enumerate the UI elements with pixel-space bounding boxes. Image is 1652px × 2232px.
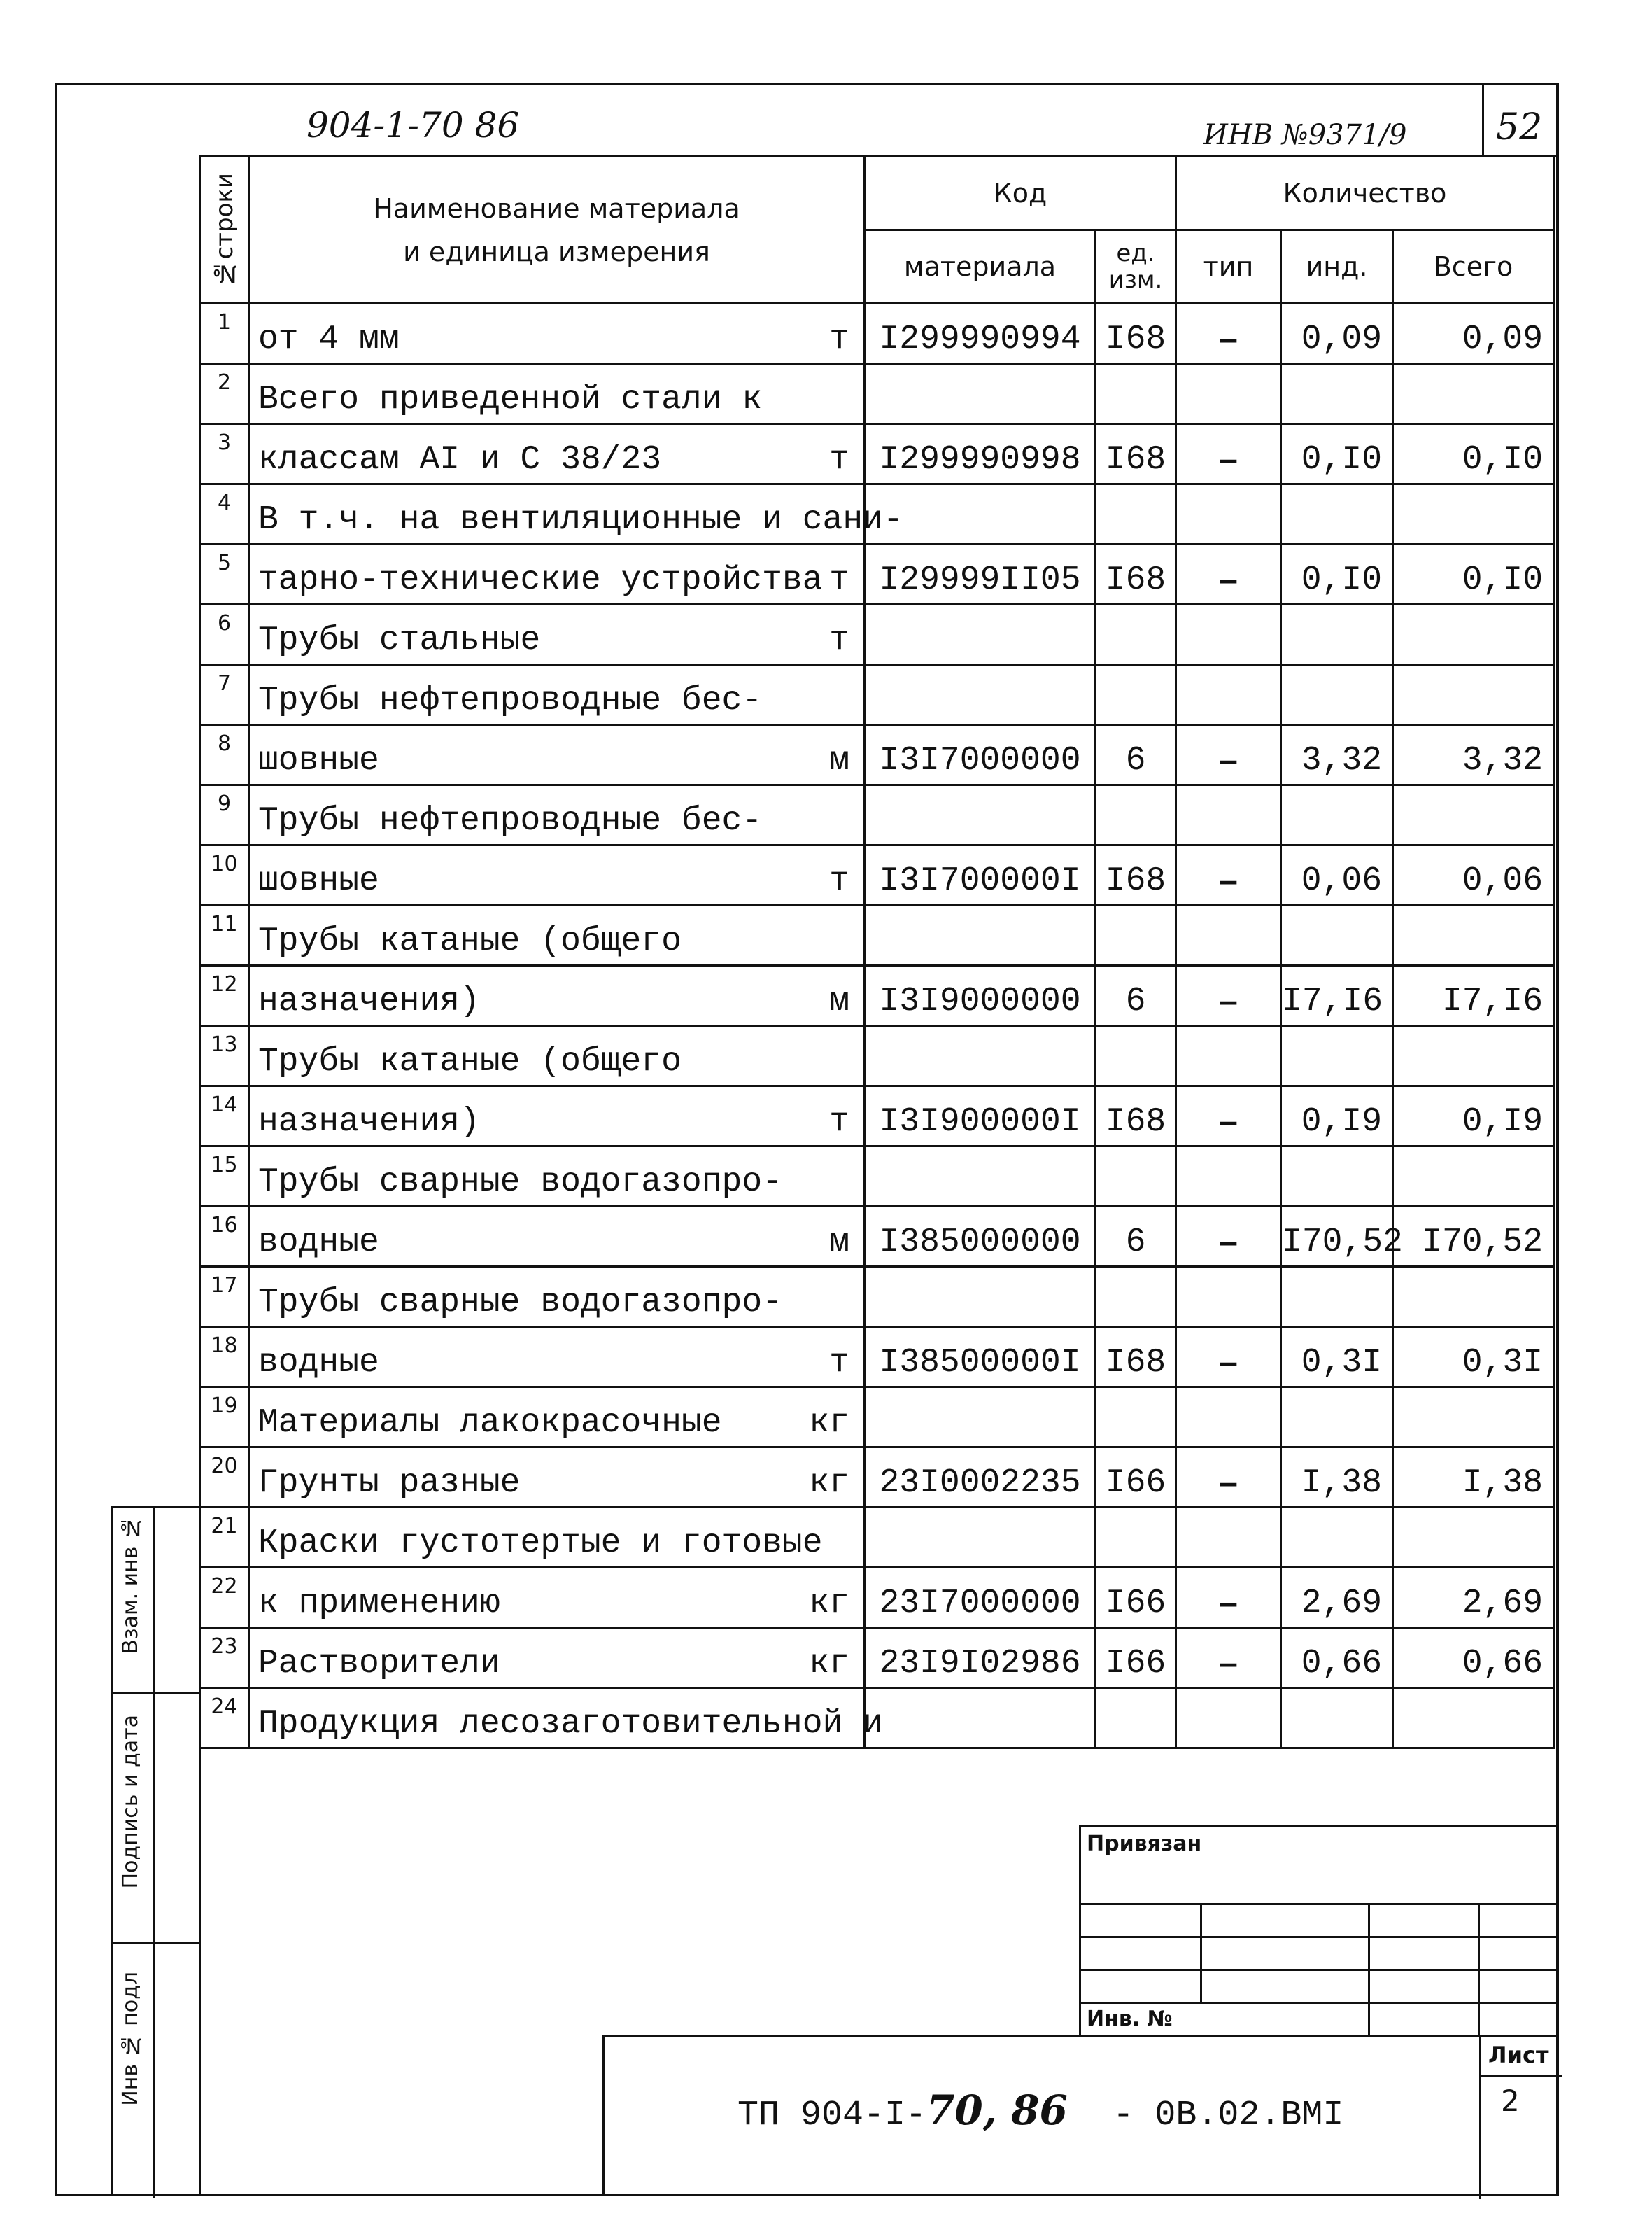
material-unit: т [829,561,849,599]
quantity-type [1176,484,1281,545]
material-unit: кг [809,1585,849,1622]
unit-code [1096,1267,1176,1327]
material-name-cell [249,1387,865,1447]
quantity-ind [1281,1026,1393,1086]
quantity-total [1393,1508,1554,1568]
table-row [200,304,1554,364]
material-name-cell [249,1628,865,1688]
privyazan-grid-row [1200,1936,1370,1971]
unit-code: I66 [1096,1628,1176,1688]
quantity-ind: I70,52 [1281,1207,1393,1267]
material-name-cell [249,1267,865,1327]
quantity-ind: 3,32 [1281,725,1393,785]
material-code: I3I900000I [865,1086,1096,1146]
material-name: Трубы катаные (общего [258,1043,682,1081]
material-code: I3I9000000 [865,966,1096,1026]
side-stamp-inner-rule [153,1944,155,2198]
quantity-total: I7,I6 [1393,966,1554,1026]
quantity-ind: 2,69 [1281,1568,1393,1628]
table-row [200,1447,1554,1508]
quantity-type: – [1176,966,1281,1026]
quantity-type [1176,1387,1281,1447]
material-name: Трубы катаные (общего [258,922,682,960]
column-header-ind: инд. [1281,230,1393,304]
quantity-ind [1281,1146,1393,1207]
row-number: 2 [200,364,249,424]
material-code: I38500000I [865,1327,1096,1387]
material-name: В т.ч. на вентиляционные и сани- [258,501,903,539]
quantity-total [1393,1387,1554,1447]
privyazan-grid-row [1368,1969,1480,2004]
row-number: 15 [200,1146,249,1207]
material-name: шовные [258,862,379,900]
privyazan-grid-row [1478,1936,1559,1971]
material-unit: м [829,983,849,1020]
quantity-total: 0,I9 [1393,1086,1554,1146]
material-name-cell [249,605,865,665]
quantity-total: 0,I0 [1393,424,1554,484]
quantity-type: – [1176,1628,1281,1688]
material-code [865,1688,1096,1748]
quantity-ind: 0,06 [1281,845,1393,906]
column-header-row-no [200,157,249,304]
material-code [865,1146,1096,1207]
material-unit: кг [809,1464,849,1502]
quantity-total [1393,1026,1554,1086]
quantity-type [1176,605,1281,665]
unit-code [1096,1387,1176,1447]
privyazan-grid-row [1079,1903,1202,1938]
material-code: 23I0002235 [865,1447,1096,1508]
material-name-cell [249,906,865,966]
unit-code [1096,605,1176,665]
quantity-type: – [1176,545,1281,605]
quantity-ind [1281,1508,1393,1568]
unit-code [1096,1508,1176,1568]
quantity-total: 0,09 [1393,304,1554,364]
column-header-type: тип [1176,230,1281,304]
sheet-number-cell [1479,2075,1562,2199]
material-name: к применению [258,1585,500,1622]
unit-code: I68 [1096,545,1176,605]
material-name-cell [249,484,903,545]
table-row [200,1086,1554,1146]
table-row [200,966,1554,1026]
material-name: Трубы сварные водогазопро- [258,1284,782,1321]
quantity-total [1393,785,1554,845]
unit-code [1096,1026,1176,1086]
quantity-total [1393,605,1554,665]
material-unit: т [829,441,849,479]
row-number: 9 [200,785,249,845]
sheet-label-cell [1479,2035,1562,2077]
material-name-cell [249,364,865,424]
row-number: 10 [200,845,249,906]
material-name-cell [249,1508,865,1568]
material-code [865,605,1096,665]
column-header-total: Всего [1393,230,1554,304]
material-name: водные [258,1344,379,1382]
row-number: 23 [200,1628,249,1688]
privyazan-grid-row [1200,1969,1370,2004]
quantity-total: 0,I0 [1393,545,1554,605]
material-name-cell [249,1568,865,1628]
material-code [865,1267,1096,1327]
table-row [200,545,1554,605]
quantity-total: 0,3I [1393,1327,1554,1387]
unit-code: I68 [1096,1086,1176,1146]
material-code [865,665,1096,725]
inv-no-value-cell [1368,2002,1480,2037]
quantity-ind: 0,I0 [1281,545,1393,605]
material-name: водные [258,1223,379,1261]
quantity-total [1393,484,1554,545]
row-number: 3 [200,424,249,484]
row-number: 4 [200,484,249,545]
quantity-type: – [1176,845,1281,906]
quantity-type [1176,1688,1281,1748]
doc-code-suffix: - 0В.02.ВМI [1113,2096,1344,2135]
inv-no-value-cell [1478,2002,1559,2037]
side-stamp-inv-podl [111,1942,199,2196]
material-name: тарно-технические устройства [258,561,823,599]
side-stamp-inner-rule [153,1694,155,1946]
material-code: I299990994 [865,304,1096,364]
row-number: 19 [200,1387,249,1447]
material-name-cell [249,1146,865,1207]
column-header-code: Код [865,157,1176,230]
material-code: I299990998 [865,424,1096,484]
quantity-total [1393,665,1554,725]
material-unit: кг [809,1645,849,1683]
privyazan-grid-row [1368,1903,1480,1938]
quantity-total [1393,1146,1554,1207]
table-row [200,1688,1554,1748]
quantity-ind: I7,I6 [1281,966,1393,1026]
material-name-cell [249,966,865,1026]
name-header-label: Наименование материала и единица измерения [373,192,740,267]
material-name: Материалы лакокрасочные [258,1404,722,1442]
table-row [200,1568,1554,1628]
material-name-cell [249,785,865,845]
material-code [865,1026,1096,1086]
quantity-type: – [1176,1447,1281,1508]
table-row [200,845,1554,906]
quantity-type [1176,1026,1281,1086]
privyazan-grid-row [1478,1903,1559,1938]
row-number: 5 [200,545,249,605]
table-row [200,785,1554,845]
material-name-cell [249,545,865,605]
quantity-ind: 0,66 [1281,1628,1393,1688]
material-code: I29999II05 [865,545,1096,605]
quantity-ind [1281,1387,1393,1447]
column-header-unit-code: ед. изм. [1096,230,1176,304]
table-row [200,484,1554,545]
privyazan-grid-row [1368,1936,1480,1971]
unit-code: I66 [1096,1447,1176,1508]
quantity-type: – [1176,725,1281,785]
material-unit: т [829,862,849,900]
quantity-total: 0,66 [1393,1628,1554,1688]
quantity-type: – [1176,1568,1281,1628]
privyazan-label: Привязан [1087,1832,1202,1856]
quantity-ind [1281,605,1393,665]
quantity-ind [1281,906,1393,966]
table-row [200,424,1554,484]
material-code: 23I7000000 [865,1568,1096,1628]
quantity-ind [1281,665,1393,725]
material-name-cell [249,304,865,364]
quantity-ind [1281,785,1393,845]
quantity-type: – [1176,1086,1281,1146]
material-code [865,1387,1096,1447]
row-number: 8 [200,725,249,785]
inv-no-label: Инв. № [1087,2007,1173,2031]
material-name: Трубы стальные [258,622,541,659]
quantity-total [1393,1267,1554,1327]
material-name-cell [249,845,865,906]
row-number: 11 [200,906,249,966]
material-unit: м [829,742,849,780]
unit-code: I68 [1096,424,1176,484]
page-number: 52 [1496,106,1543,148]
table-row [200,1267,1554,1327]
row-number: 20 [200,1447,249,1508]
table-row [200,1327,1554,1387]
material-name-cell [249,1447,865,1508]
material-name-cell [249,1207,865,1267]
quantity-type [1176,665,1281,725]
unit-code: I66 [1096,1568,1176,1628]
material-name: назначения) [258,1103,480,1141]
row-number: 12 [200,966,249,1026]
quantity-ind: 0,3I [1281,1327,1393,1387]
material-code [865,364,1096,424]
material-name: Грунты разные [258,1464,521,1502]
material-code [865,1508,1096,1568]
quantity-ind: 0,09 [1281,304,1393,364]
quantity-ind [1281,484,1393,545]
quantity-total [1393,906,1554,966]
page-number-divider [1482,83,1484,155]
podpis-data-label: Подпись и дата [118,1715,143,1889]
table-body [200,304,1554,1748]
row-number: 1 [200,304,249,364]
privyazan-block [1079,1825,1559,2037]
doc-number-handwritten: 904-1-70 86 [306,105,520,146]
unit-code: I68 [1096,845,1176,906]
material-code [865,785,1096,845]
privyazan-grid-row [1478,1969,1559,2004]
quantity-ind: I,38 [1281,1447,1393,1508]
doc-code [737,2086,1343,2135]
material-unit: т [829,1344,849,1382]
table-row [200,364,1554,424]
quantity-ind [1281,1267,1393,1327]
material-unit: кг [809,1404,849,1442]
material-code: I385000000 [865,1207,1096,1267]
unit-code: 6 [1096,725,1176,785]
side-stamp-podpis [111,1692,199,1944]
row-number: 16 [200,1207,249,1267]
privyazan-grid-row [1079,1969,1202,2004]
material-unit: т [829,321,849,358]
column-header-name [249,157,865,304]
row-number: 24 [200,1688,249,1748]
material-name: Краски густотертые и готовые [258,1524,823,1562]
unit-code [1096,906,1176,966]
doc-code-prefix: ТП 904-I- [737,2096,927,2135]
quantity-type: – [1176,1327,1281,1387]
quantity-ind: 0,I9 [1281,1086,1393,1146]
unit-code [1096,1688,1176,1748]
material-name: Трубы нефтепроводные бес- [258,802,763,840]
quantity-total: I70,52 [1393,1207,1554,1267]
material-name: классам AI и С 38/23 [258,441,662,479]
quantity-total: 2,69 [1393,1568,1554,1628]
inv-podl-label: Инв № подл [118,1972,143,2106]
row-number: 18 [200,1327,249,1387]
material-unit: т [829,1103,849,1141]
title-block [602,2035,1559,2196]
inv-number: ИНВ №9371/9 [1203,119,1407,151]
vzam-inv-label: Взам. инв № [118,1515,143,1654]
quantity-type [1176,785,1281,845]
material-name: шовные [258,742,379,780]
sheet-label: Лист [1488,2042,1549,2068]
row-number: 13 [200,1026,249,1086]
column-header-material-code: материала [865,230,1096,304]
table-row [200,605,1554,665]
material-name-cell [249,1086,865,1146]
unit-code [1096,484,1176,545]
unit-code: I68 [1096,304,1176,364]
side-stamp-vzam [111,1506,199,1694]
table-row [200,1387,1554,1447]
unit-code [1096,1146,1176,1207]
quantity-type [1176,1508,1281,1568]
materials-table [199,155,1555,1749]
row-no-label: №строки [210,172,239,288]
material-name: Всего приведенной стали к [258,381,763,419]
quantity-total: I,38 [1393,1447,1554,1508]
column-header-quantity: Количество [1176,157,1554,230]
material-name-cell [249,1327,865,1387]
material-name-cell [249,1688,883,1748]
unit-code [1096,785,1176,845]
material-name: Продукция лесозаготовительной и [258,1705,883,1743]
material-name-cell [249,424,865,484]
table-row [200,1628,1554,1688]
material-code [865,906,1096,966]
privyazan-grid-row [1079,1936,1202,1971]
unit-code: 6 [1096,1207,1176,1267]
quantity-ind: 0,I0 [1281,424,1393,484]
row-number: 7 [200,665,249,725]
row-number: 14 [200,1086,249,1146]
quantity-type [1176,906,1281,966]
material-name-cell [249,1026,865,1086]
row-number: 6 [200,605,249,665]
unit-code [1096,665,1176,725]
quantity-total: 3,32 [1393,725,1554,785]
unit-code: I68 [1096,1327,1176,1387]
material-name-cell [249,665,865,725]
table-row [200,906,1554,966]
quantity-ind [1281,1688,1393,1748]
quantity-type: – [1176,304,1281,364]
unit-code: 6 [1096,966,1176,1026]
table-row [200,1026,1554,1086]
quantity-type: – [1176,424,1281,484]
quantity-total: 0,06 [1393,845,1554,906]
quantity-type [1176,1146,1281,1207]
material-unit: т [829,622,849,659]
row-number: 22 [200,1568,249,1628]
privyazan-title-cell [1079,1825,1559,1905]
material-name: Трубы сварные водогазопро- [258,1163,782,1201]
quantity-type [1176,1267,1281,1327]
material-name-cell [249,725,865,785]
sheet-number: 2 [1501,2084,1520,2118]
quantity-ind [1281,364,1393,424]
material-code: 23I9I02986 [865,1628,1096,1688]
table-row [200,1146,1554,1207]
side-stamp-inner-rule [153,1508,155,1696]
material-name: от 4 мм [258,321,400,358]
row-number: 17 [200,1267,249,1327]
material-code: I3I700000I [865,845,1096,906]
doc-code-handwritten: 70, 86 [926,2086,1068,2134]
table-row [200,725,1554,785]
table-row [200,1508,1554,1568]
quantity-type [1176,364,1281,424]
row-number: 21 [200,1508,249,1568]
material-code: I3I7000000 [865,725,1096,785]
quantity-type: – [1176,1207,1281,1267]
material-name: Растворители [258,1645,500,1683]
quantity-total [1393,364,1554,424]
unit-code [1096,364,1176,424]
privyazan-grid-row [1200,1903,1370,1938]
quantity-total [1393,1688,1554,1748]
material-name: назначения) [258,983,480,1020]
inv-no-cell [1079,2002,1370,2037]
side-stamp [111,1506,199,2196]
material-unit: м [829,1223,849,1261]
material-name: Трубы нефтепроводные бес- [258,682,763,720]
table-row [200,665,1554,725]
table-row [200,1207,1554,1267]
